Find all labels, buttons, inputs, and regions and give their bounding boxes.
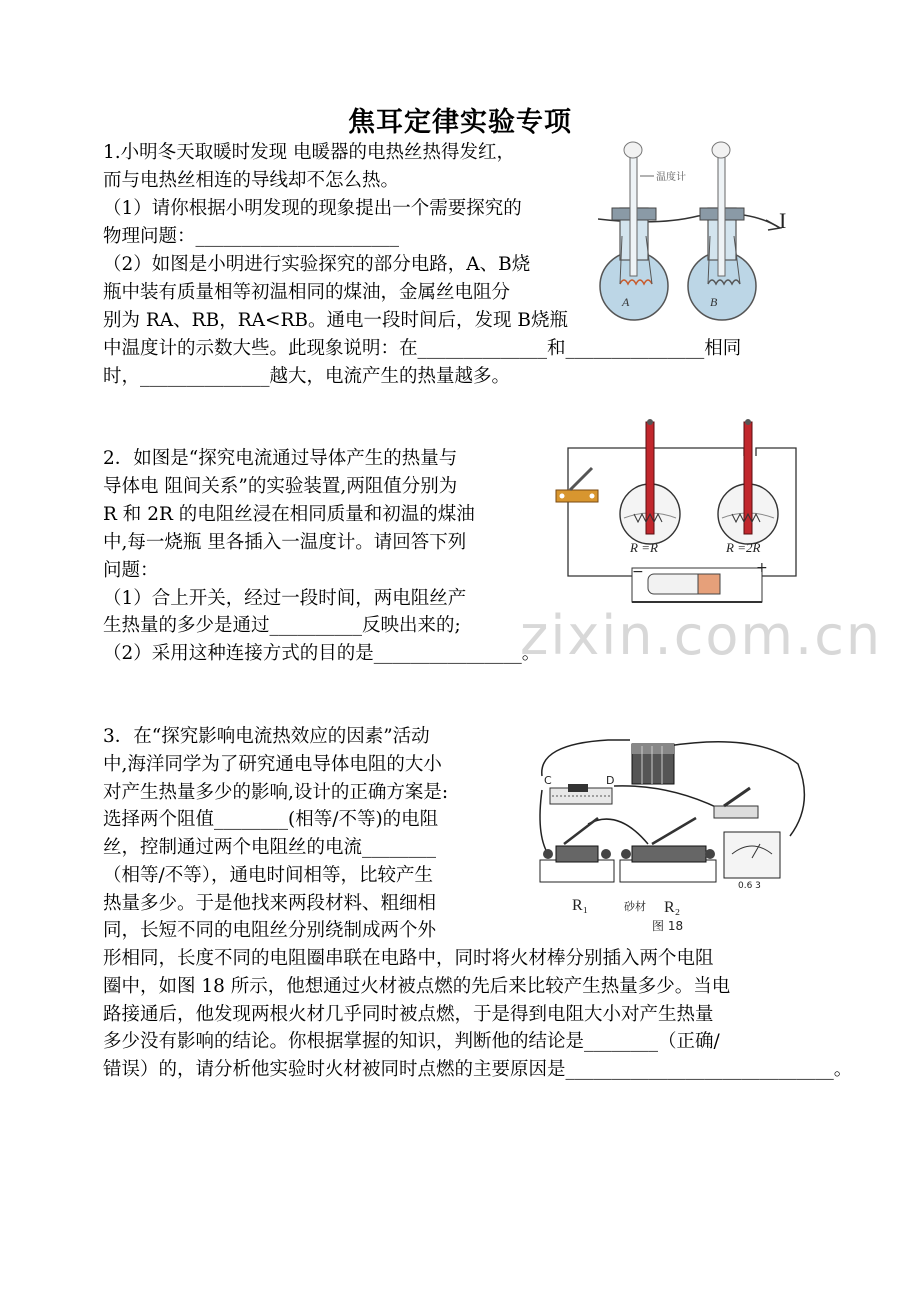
q3-line: 同，长短不同的电阻丝分别绕制成两个外 (103, 920, 437, 941)
r1-label: R₁ (572, 897, 589, 914)
q1-line: （1）请你根据小明发现的现象提出一个需要探究的 (103, 198, 522, 219)
q3-line: 错误）的，请分析他实验时火材被同时点燃的主要原因是_____________________________。 (103, 1059, 853, 1080)
q2-line: R 和 2R 的电阻丝浸在相同质量和初温的煤油 (103, 504, 475, 525)
current-label: I (779, 208, 787, 233)
thermometer-label: 温度计 (656, 172, 686, 183)
terminal-d-label: D (606, 774, 615, 787)
q3-line: 热量多少。于是他找来两段材料、粗细相 (103, 893, 437, 914)
q2-line: 问题： (103, 560, 159, 581)
q2-line: 中,每一烧瓶 里各插入一温度计。请回答下列 (103, 532, 467, 553)
q1-line: 中温度计的示数大些。此现象说明：在______________和_______________相同 (103, 338, 742, 359)
flask-b-label: B (710, 295, 718, 309)
flask1-resistance-label: R =R (630, 540, 658, 555)
page-title: 焦耳定律实验专项 (348, 107, 572, 138)
battery-minus-label: − (632, 564, 644, 580)
q1-line: 物理问题：______________________ (103, 226, 400, 247)
q3-line: （相等/不等），通电时间相等，比较产生 (103, 865, 433, 886)
q3-line: 圈中，如图 18 所示，他想通过火材被点燃的先后来比较产生热量多少。当电 (103, 976, 731, 997)
q3-line: 中,海洋同学为了研究通电导体电阻的大小 (103, 754, 442, 775)
battery-plus-label: + (756, 560, 768, 576)
watermark: zixin.com.cn (520, 604, 883, 667)
q3-line: 多少没有影响的结论。你根据掌握的知识，判断他的结论是________（正确/ (103, 1031, 720, 1052)
q2-line: （2）采用这种连接方式的目的是________________。 (103, 643, 541, 664)
q2-line: 生热量的多少是通过__________反映出来的; (103, 615, 461, 636)
q3-line: 路接通后，他发现两根火材几乎同时被点燃，于是得到电阻大小对产生热量 (103, 1004, 714, 1025)
q1-line: 1.小明冬天取暖时发现 电暖器的电热丝热得发红， (103, 142, 516, 163)
q1-line: （2）如图是小明进行实验探究的部分电路，A、B烧 (103, 254, 531, 275)
q3-line: 形相同，长度不同的电阻圈串联在电路中，同时将火材棒分别插入两个电阻 (103, 948, 714, 969)
series-circuit-figure (548, 416, 818, 618)
terminal-c-label: C (544, 774, 552, 787)
match-label: 砂材 (624, 900, 646, 913)
q3-line: 选择两个阻值________(相等/不等)的电阻 (103, 809, 439, 830)
figure-caption: 图 18 (652, 919, 684, 933)
q1-line: 时，______________越大，电流产生的热量越多。 (103, 366, 511, 387)
q3-line: 3．在“探究影响电流热效应的因素”活动 (103, 726, 430, 747)
q1-line: 别为 RA、RB，RA<RB。通电一段时间后，发现 B烧瓶 (103, 310, 568, 331)
r2-label: R₂ (664, 899, 681, 916)
q2-line: 2．如图是“探究电流通过导体产生的热量与 (103, 448, 458, 469)
q3-line: 丝，控制通过两个电阻丝的电流________ (103, 837, 437, 858)
figure-18-circuit (528, 724, 820, 936)
q1-line: 瓶中装有质量相等初温相同的煤油，金属丝电阻分 (103, 282, 511, 303)
ammeter-range-label: 0.6 3 (738, 881, 761, 891)
flask-thermometer-figure (598, 136, 800, 330)
flask2-resistance-label: R =2R (726, 540, 761, 555)
q2-line: （1）合上开关，经过一段时间，两电阻丝产 (103, 588, 467, 609)
q3-line: 对产生热量多少的影响,设计的正确方案是: (103, 782, 449, 803)
q1-line: 而与电热丝相连的导线却不怎么热。 (103, 170, 400, 191)
flask-a-label: A (622, 295, 630, 309)
q2-line: 导体电 阻间关系”的实验装置,两阻值分别为 (103, 476, 458, 497)
